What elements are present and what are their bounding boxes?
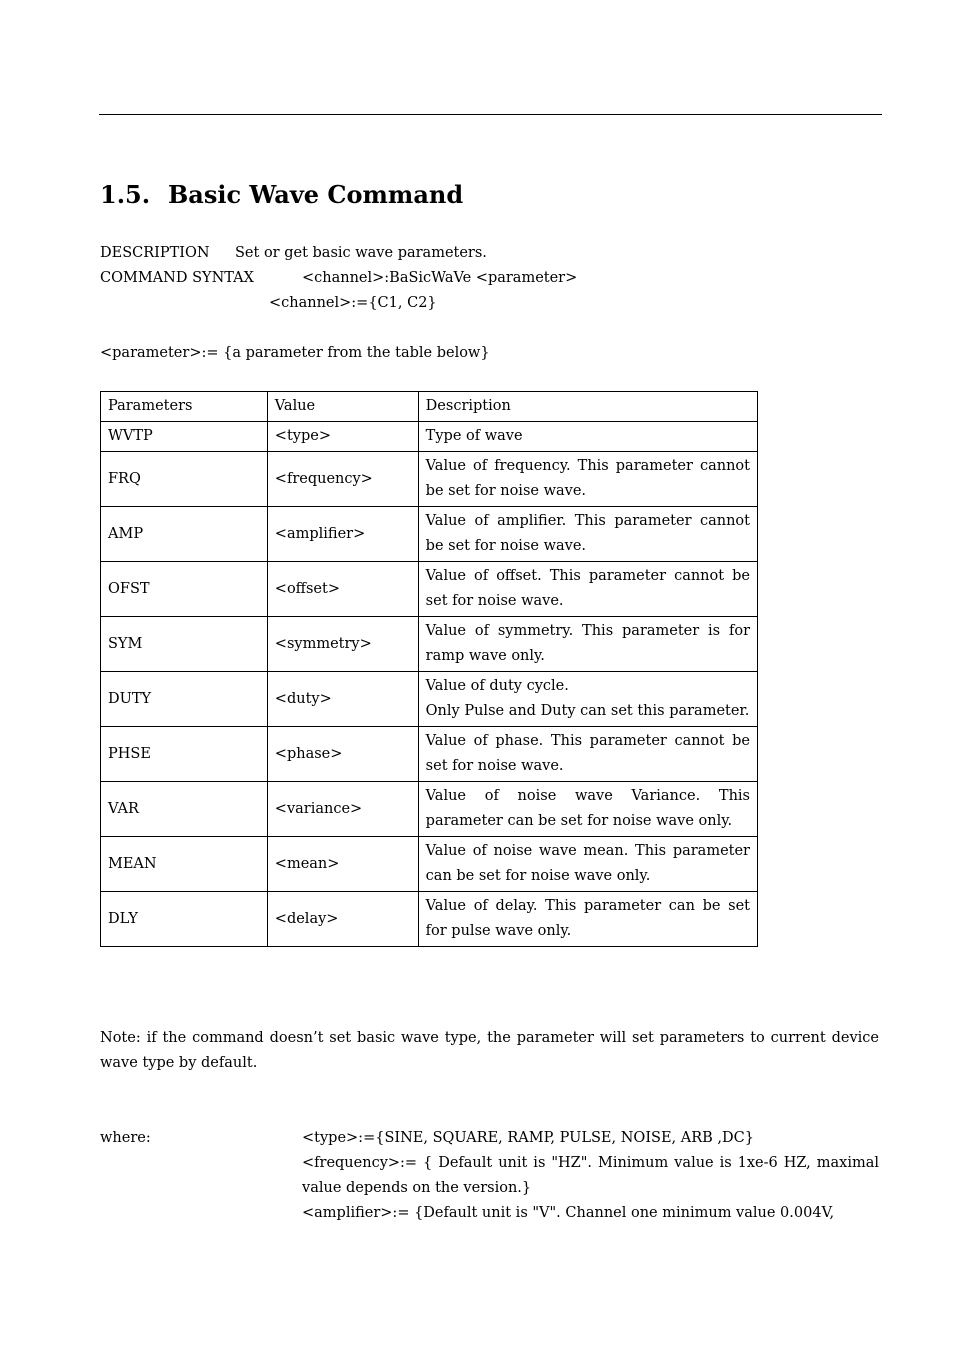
table-header-cell: Value <box>267 392 418 422</box>
param-cell: WVTP <box>101 422 268 452</box>
table-row <box>101 452 758 507</box>
param-cell: DLY <box>101 892 268 947</box>
table-header-row <box>101 392 758 422</box>
type-definition: <type>:={SINE, SQUARE, RAMP, PULSE, NOISE, ARB ,DC} <box>302 1130 754 1146</box>
param-cell: PHSE <box>101 727 268 782</box>
value-cell: <delay> <box>267 892 418 947</box>
table-row <box>101 672 758 727</box>
value-cell: <variance> <box>267 782 418 837</box>
description-cell: Value of symmetry. This parameter is for ramp wave only. <box>418 617 757 672</box>
value-cell: <mean> <box>267 837 418 892</box>
frequency-definition: <frequency>:= { Default unit is "HZ". Minimum value is 1xe-6 HZ, maximal value depends on the version.} <box>302 1155 879 1196</box>
description-cell: Value of noise wave Variance. This parameter can be set for noise wave only. <box>418 782 757 837</box>
description-cell <box>418 672 757 727</box>
value-cell: <offset> <box>267 562 418 617</box>
table-row <box>101 507 758 562</box>
value-cell: <amplifier> <box>267 507 418 562</box>
value-cell: <frequency> <box>267 452 418 507</box>
param-cell: AMP <box>101 507 268 562</box>
description-cell: Value of frequency. This parameter cannot be set for noise wave. <box>418 452 757 507</box>
description-cell: Value of phase. This parameter cannot be set for noise wave. <box>418 727 757 782</box>
amplifier-definition: <amplifier>:= {Default unit is "V". Channel one minimum value 0.004V, <box>302 1205 835 1221</box>
description-cell: Value of amplifier. This parameter cannot be set for noise wave. <box>418 507 757 562</box>
table-row <box>101 892 758 947</box>
table-row <box>101 727 758 782</box>
table-header-cell: Description <box>418 392 757 422</box>
table-row <box>101 617 758 672</box>
param-cell: OFST <box>101 562 268 617</box>
value-cell: <phase> <box>267 727 418 782</box>
description-label: DESCRIPTION <box>100 245 210 261</box>
section-heading <box>100 180 463 209</box>
syntax-line-2: <channel>:={C1, C2} <box>269 295 437 311</box>
description-line: Value of duty cycle. <box>425 678 569 694</box>
value-cell: <symmetry> <box>267 617 418 672</box>
param-cell: SYM <box>101 617 268 672</box>
param-cell: FRQ <box>101 452 268 507</box>
description-line: Only Pulse and Duty can set this parameter. <box>425 703 750 719</box>
table-row <box>101 422 758 452</box>
description-cell: Value of noise wave mean. This parameter can be set for noise wave only. <box>418 837 757 892</box>
value-cell: <type> <box>267 422 418 452</box>
section-number: 1.5. <box>100 180 151 209</box>
note-paragraph: Note: if the command doesn’t set basic wave type, the parameter will set parameters to current device wave type by default. <box>100 1030 879 1071</box>
param-cell: MEAN <box>101 837 268 892</box>
param-cell: DUTY <box>101 672 268 727</box>
parameters-table <box>100 391 758 947</box>
syntax-label: COMMAND SYNTAX <box>100 270 254 286</box>
param-cell: VAR <box>101 782 268 837</box>
table-row <box>101 837 758 892</box>
value-cell: <duty> <box>267 672 418 727</box>
description-cell: Value of delay. This parameter can be set for pulse wave only. <box>418 892 757 947</box>
parameter-definition: <parameter>:= {a parameter from the table below} <box>100 345 490 361</box>
description-cell: Type of wave <box>418 422 757 452</box>
syntax-line-1: <channel>:BaSicWaVe <parameter> <box>302 270 578 286</box>
description-cell: Value of offset. This parameter cannot be set for noise wave. <box>418 562 757 617</box>
where-label: where: <box>100 1130 151 1146</box>
table-row <box>101 782 758 837</box>
section-title: Basic Wave Command <box>168 180 464 209</box>
header-rule <box>99 114 882 115</box>
description-text: Set or get basic wave parameters. <box>235 245 487 261</box>
table-row <box>101 562 758 617</box>
table-header-cell: Parameters <box>101 392 268 422</box>
